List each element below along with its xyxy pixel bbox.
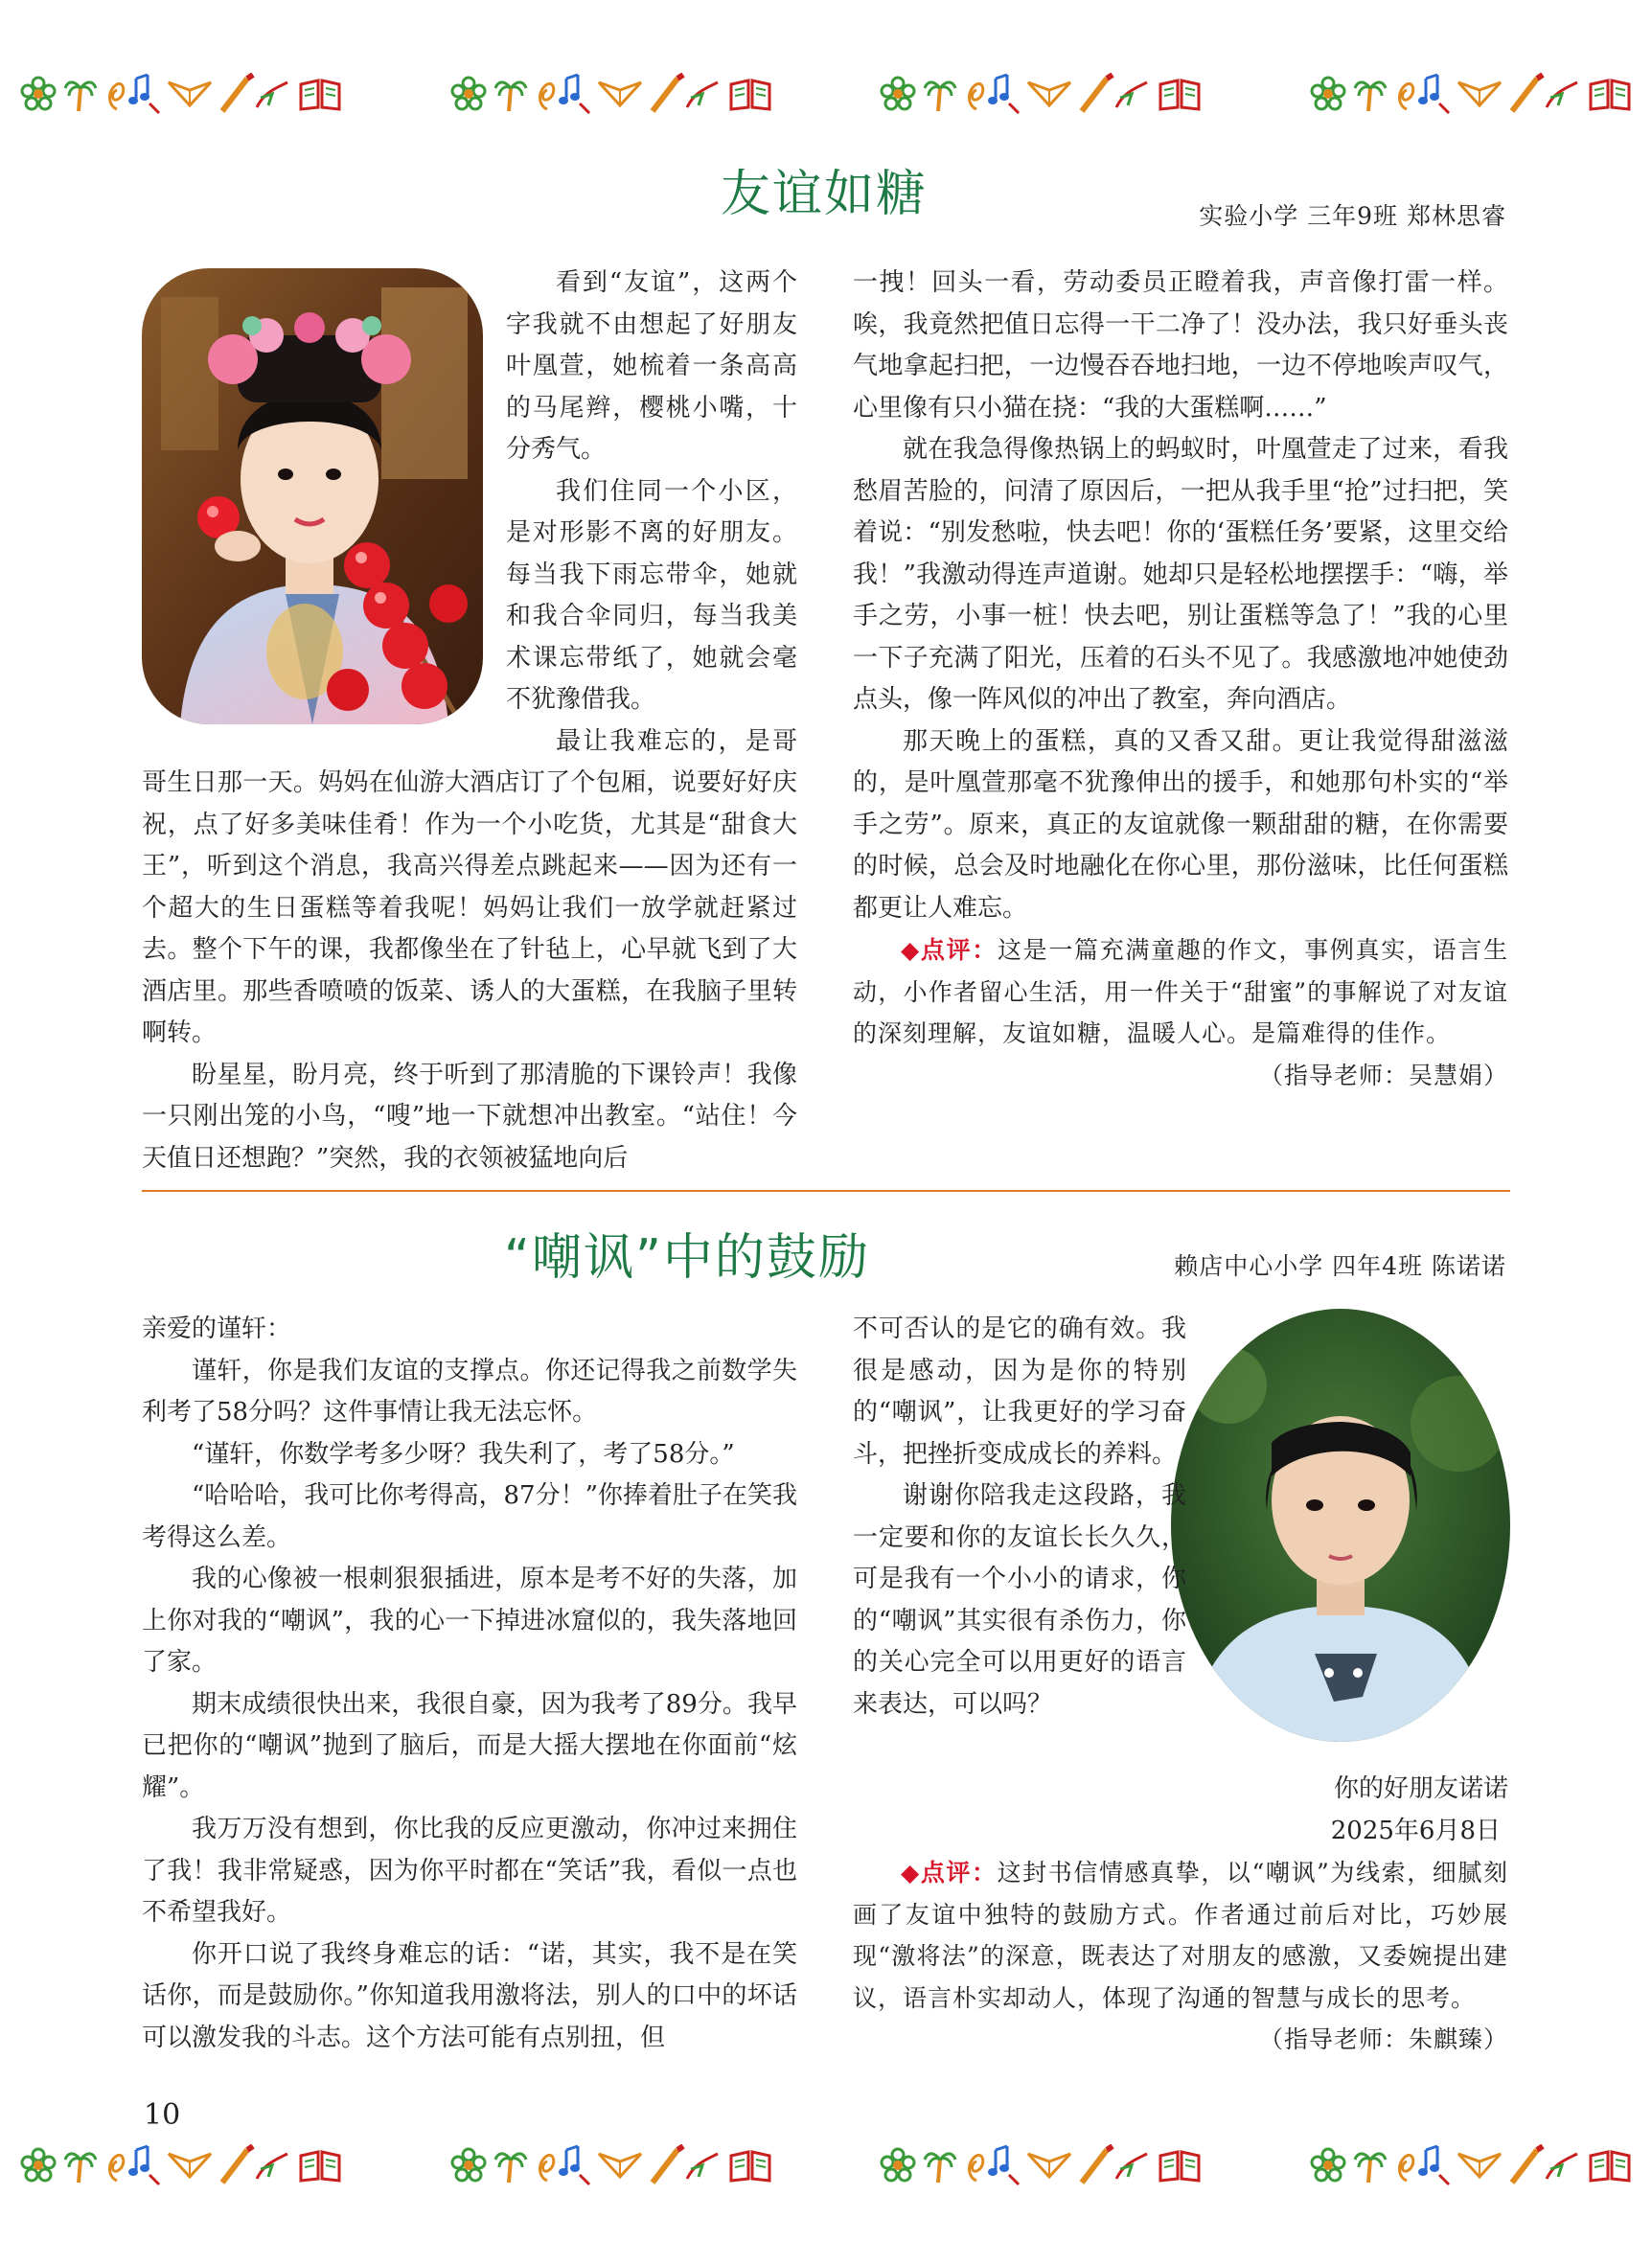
paper-boat-icon <box>167 75 213 113</box>
article1-paragraph: 盼星星，盼月亮，终于听到了那清脆的下课铃声！我像一只刚出笼的小鸟，“嗖”地一下就想冲出教室。“站住！今天值日还想跑？”突然，我的衣领被猛地向后 <box>142 1060 797 1173</box>
section-divider <box>142 1190 1510 1192</box>
pencil-icon <box>649 73 722 115</box>
article1-paragraph: 一拽！回头一看，劳动委员正瞪着我，声音像打雷一样。唉，我竟然把值日忘得一干二净了！没办法，我只好垂头丧气地拿起扫把，一边慢吞吞地扫地，一边不停地唉声叹气，心里像有只小猫在挠：“我的大蛋糕啊……” <box>853 268 1508 423</box>
music-notes-icon <box>534 71 591 117</box>
article2-column-right <box>853 1309 1508 2061</box>
border-motif-group <box>449 71 773 117</box>
flower-icon <box>879 75 917 113</box>
article1-paragraph: 最让我难忘的，是哥哥生日那一天。妈妈在仙游大酒店订了个包厢，说要好好庆祝，点了好多美味佳肴！作为一个小吃货，尤其是“甜食大王”，听到这个消息，我高兴得差点跳起来——因为还有一个超大的生日蛋糕等着我呢！妈妈让我们一放学就赶紧过去。整个下午的课，我都像坐在了针毡上，心早就飞到了大酒店里。那些香喷喷的饭菜、诱人的大蛋糕，在我脑子里转啊转。 <box>142 726 797 1047</box>
music-notes-icon <box>1393 2142 1451 2188</box>
article1-comment <box>853 929 1508 1089</box>
pencil-icon <box>1508 73 1581 115</box>
flower-icon <box>19 75 57 113</box>
article2-paragraph: “哈哈哈，我可比你考得高，87分！”你捧着肚子在笑我考得这么差。 <box>142 1481 797 1552</box>
article2-paragraph: 期末成绩很快出来，我很自豪，因为我考了89分。我早已把你的“嘲讽”抛到了脑后，而是大摇大摆地在你面前“炫耀”。 <box>142 1689 797 1802</box>
bottom-decorative-border <box>19 2125 1633 2206</box>
comment-text: 这是一篇充满童趣的作文，事例真实，语言生动，小作者留心生活，用一件关于“甜蜜”的事解说了对友谊的深刻理解，友谊如糖，温暖人心。是篇难得的佳作。 <box>853 936 1508 1047</box>
article2-paragraph: 谢谢你陪我走这段路，我一定要和你的友谊长长久久，可是我有一个小小的请求，你的“嘲讽”其实很有杀伤力，你的关心完全可以用更好的语言来表达，可以吗？ <box>853 1481 1186 1719</box>
book-icon <box>1157 2146 1203 2184</box>
pencil-icon <box>1078 2144 1151 2186</box>
paper-boat-icon <box>1026 75 1072 113</box>
page-number: 10 <box>144 2098 181 2132</box>
letter-greeting: 亲爱的谨轩： <box>142 1315 292 1343</box>
top-decorative-border <box>19 54 1633 134</box>
photo-wrap-spacer <box>142 263 506 726</box>
music-notes-icon <box>103 71 161 117</box>
comment-text: 这封书信情感真挚，以“嘲讽”为线索，细腻刻画了友谊中独特的鼓励方式。作者通过前后对比，巧妙展现“激将法”的深意，既表达了对朋友的感激，又委婉提出建议，语言朴实却动人，体现了沟通的智慧与成长的思考。 <box>853 1859 1508 2012</box>
article2-paragraph: 谨轩，你是我们友谊的支撑点。你还记得我之前数学失利考了58分吗？这件事情让我无法忘怀。 <box>142 1356 797 1427</box>
pencil-icon <box>218 73 291 115</box>
pencil-icon <box>218 2144 291 2186</box>
photo-wrap-spacer <box>1186 1309 1508 1769</box>
book-icon <box>727 2146 773 2184</box>
pencil-icon <box>649 2144 722 2186</box>
border-motif-group <box>1309 71 1633 117</box>
palm-icon <box>493 75 528 113</box>
music-notes-icon <box>963 71 1021 117</box>
border-motif-group <box>19 2142 343 2188</box>
letter-signature: 你的好朋友诺诺 <box>1333 1774 1508 1803</box>
article2-byline: 赖店中心小学 四年4班 陈诺诺 <box>1174 1252 1506 1280</box>
palm-icon <box>923 2146 957 2184</box>
paper-boat-icon <box>1457 75 1503 113</box>
paper-boat-icon <box>597 75 643 113</box>
comment-teacher: （指导老师：吴慧娟） <box>1258 1061 1508 1089</box>
article2-paragraph: 我的心像被一根刺狠狠插进，原本是考不好的失落，加上你对我的“嘲讽”，我的心一下掉进冰窟似的，我失落地回了家。 <box>142 1565 797 1677</box>
comment-teacher: （指导老师：朱麒臻） <box>1258 2025 1508 2053</box>
article1-paragraph: 就在我急得像热锅上的蚂蚁时，叶凰萱走了过来，看我愁眉苦脸的，问清了原因后，一把从我手里“抢”过扫把，笑着说：“别发愁啦，快去吧！你的‘蛋糕任务’要紧，这里交给我！”我激动得连声道谢。她却只是轻松地摆摆手：“嗨，举手之劳，小事一桩！快去吧，别让蛋糕等急了！”我的心里一下子充满了阳光，压着的石头不见了。我感激地冲她使劲点头，像一阵风似的冲出了教室，奔向酒店。 <box>853 435 1508 714</box>
comment-label: ◆点评： <box>901 936 998 964</box>
article2-title: “嘲讽”中的鼓励 <box>504 1229 870 1287</box>
letter-date: 2025年6月8日 <box>1330 1816 1501 1845</box>
article2-paragraph: “谨轩，你数学考多少呀？我失利了，考了58分。” <box>192 1439 735 1469</box>
comment-label: ◆点评： <box>901 1859 998 1887</box>
flower-icon <box>1309 2146 1347 2184</box>
article1-paragraph: 那天晚上的蛋糕，真的又香又甜。更让我觉得甜滋滋的，是叶凰萱那毫不犹豫伸出的援手，和她那句朴实的“举手之劳”。原来，真正的友谊就像一颗甜甜的糖，在你需要的时候，总会及时地融化在你心里，那份滋味，比任何蛋糕都更让人难忘。 <box>853 726 1508 923</box>
article2-comment <box>853 1852 1508 2053</box>
article1-column-left <box>142 263 797 1179</box>
book-icon <box>1587 2146 1633 2184</box>
article1-paragraph: 我们住同一个小区，是对形影不离的好朋友。每当我下雨忘带伞，她就和我合伞同归，每当我美术课忘带纸了，她就会毫不犹豫借我。 <box>506 476 797 714</box>
music-notes-icon <box>963 2142 1021 2188</box>
paper-boat-icon <box>1026 2146 1072 2184</box>
palm-icon <box>493 2146 528 2184</box>
flower-icon <box>19 2146 57 2184</box>
article1-column-right <box>853 263 1508 1096</box>
article1-byline: 实验小学 三年9班 郑林思睿 <box>1199 202 1506 230</box>
flower-icon <box>449 2146 488 2184</box>
article2-paragraph: 我万万没有想到，你比我的反应更激动，你冲过来拥住了我！我非常疑惑，因为你平时都在“笑话”我，看似一点也不希望我好。 <box>142 1815 797 1927</box>
article2-column-left <box>142 1309 797 2059</box>
border-motif-group <box>449 2142 773 2188</box>
book-icon <box>297 2146 343 2184</box>
music-notes-icon <box>1393 71 1451 117</box>
border-motif-group <box>1309 2142 1633 2188</box>
music-notes-icon <box>534 2142 591 2188</box>
palm-icon <box>1353 75 1388 113</box>
article1-paragraph: 看到“友谊”，这两个字我就不由想起了好朋友叶凰萱，她梳着一条高高的马尾辫，樱桃小嘴，十分秀气。 <box>506 268 797 464</box>
article2-paragraph: 你开口说了我终身难忘的话：“诺，其实，我不是在笑话你，而是鼓励你。”你知道我用激将法，别人的口中的坏话可以激发我的斗志。这个方法可能有点别扭，但 <box>142 1939 797 2052</box>
border-motif-group <box>879 2142 1203 2188</box>
book-icon <box>1157 75 1203 113</box>
book-icon <box>727 75 773 113</box>
pencil-icon <box>1078 73 1151 115</box>
paper-boat-icon <box>597 2146 643 2184</box>
palm-icon <box>923 75 957 113</box>
paper-boat-icon <box>1457 2146 1503 2184</box>
flower-icon <box>449 75 488 113</box>
border-motif-group <box>19 71 343 117</box>
palm-icon <box>63 75 98 113</box>
flower-icon <box>879 2146 917 2184</box>
border-motif-group <box>879 71 1203 117</box>
article1-title: 友谊如糖 <box>721 166 929 223</box>
pencil-icon <box>1508 2144 1581 2186</box>
book-icon <box>297 75 343 113</box>
music-notes-icon <box>103 2142 161 2188</box>
palm-icon <box>1353 2146 1388 2184</box>
palm-icon <box>63 2146 98 2184</box>
article2-paragraph: 不可否认的是它的确有效。我很是感动，因为是你的特别的“嘲讽”，让我更好的学习奋斗，把挫折变成成长的养料。 <box>853 1315 1186 1469</box>
paper-boat-icon <box>167 2146 213 2184</box>
flower-icon <box>1309 75 1347 113</box>
book-icon <box>1587 75 1633 113</box>
